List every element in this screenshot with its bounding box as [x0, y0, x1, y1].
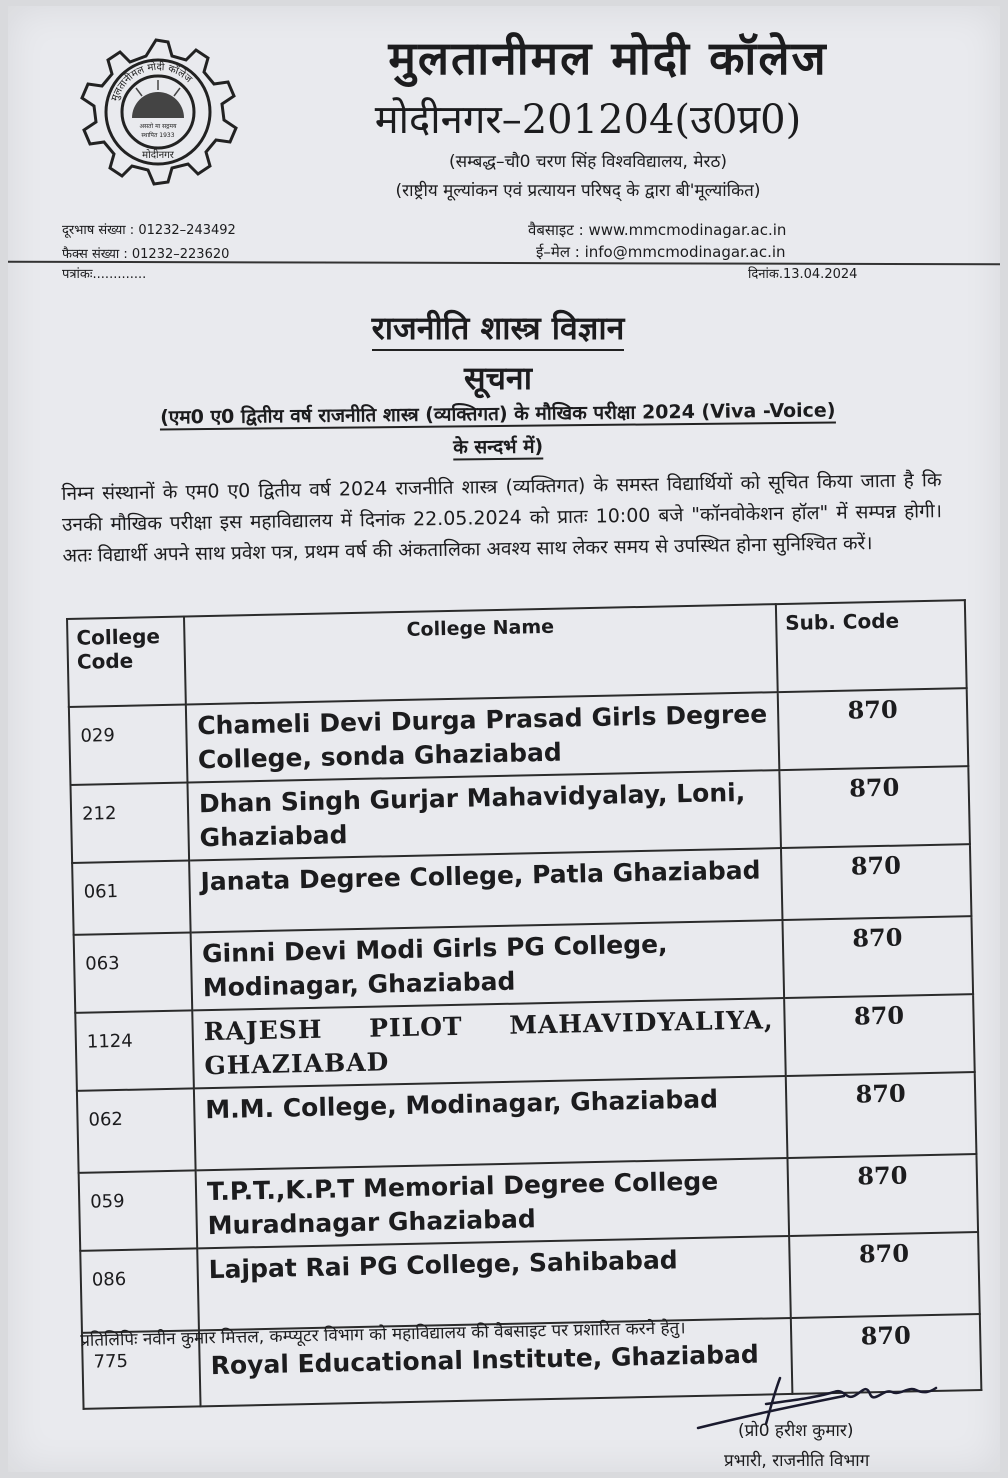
- logo-top-text: मुलतानीमल मोदी कॉलेज: [109, 61, 194, 103]
- logo-bottom-text: मोदीनगर: [142, 150, 174, 161]
- college-table: [66, 599, 982, 1410]
- subject-line-1: (एम0 ए0 द्वितीय वर्ष राजनीति शास्त्र (व्यक्तिगत) के मौखिक परीक्षा 2024 (Viva -Voice): [160, 399, 836, 429]
- college-code: 775: [82, 1330, 201, 1408]
- affiliation: (सम्बद्ध–चौ0 चरण सिंह विश्वविद्यालय, मेरठ): [449, 152, 727, 172]
- college-name-cell: RAJESH PILOT MAHAVIDYALIYA, GHAZIABAD: [192, 998, 786, 1088]
- college-code: 029: [69, 705, 188, 785]
- college-code: 1124: [75, 1010, 194, 1090]
- department-title-text: राजनीति शास्त्र विज्ञान: [372, 309, 625, 351]
- sub-code: 870: [782, 916, 973, 998]
- header-college-code: College Code: [67, 617, 186, 707]
- notice-page: [8, 6, 1000, 1472]
- college-name-cell: Ginni Devi Modi Girls PG College, Modinagar, Ghaziabad: [191, 920, 785, 1010]
- subject-line-2: के सन्दर्भ में): [453, 435, 544, 459]
- department-title: [308, 306, 688, 349]
- college-code: 062: [77, 1088, 196, 1172]
- signer-name: (प्रो0 हरीश कुमार): [738, 1421, 854, 1441]
- sub-code: 870: [786, 1072, 977, 1158]
- college-code: 086: [80, 1248, 199, 1332]
- college-name-cell: Royal Educational Institute, Ghaziabad: [199, 1318, 792, 1406]
- notice-heading: सूचना: [463, 359, 532, 397]
- sub-code: 870: [778, 688, 969, 770]
- header-sub-code: Sub. Code: [776, 600, 967, 692]
- email: ई–मेल : info@mmcmodinagar.ac.in: [536, 243, 786, 261]
- college-name-cell: Chameli Devi Durga Prasad Girls Degree College, sonda Ghaziabad: [186, 692, 780, 782]
- college-logo-icon: [66, 34, 246, 194]
- college-city: मोदीनगर–201204(उ0प्र0): [374, 97, 802, 143]
- signer-role: प्रभारी, राजनीति विभाग: [724, 1451, 870, 1471]
- college-code: 063: [74, 932, 193, 1012]
- letter-number: पत्रांकः.............: [62, 267, 147, 282]
- sub-code: 870: [787, 1154, 978, 1236]
- fax-number: फैक्स संख्या : 01232–223620: [62, 247, 230, 262]
- accreditation: (राष्ट्रीय मूल्यांकन एवं प्रत्यायन परिषद् के द्वारा बी'मूल्यांकित): [395, 181, 761, 201]
- college-name-cell: Lajpat Rai PG College, Sahibabad: [197, 1236, 791, 1330]
- copy-to-note: प्रतिलिपिः नवीन कुमार मित्तल, कम्प्यूटर विभाग को महाविद्यालय की वैबसाइट पर प्रशारित करने हेतु।: [80, 1318, 686, 1351]
- notice-subject: [68, 393, 929, 468]
- sub-code: 870: [784, 994, 975, 1076]
- phone-number: दूरभाष संख्या : 01232–243492: [62, 223, 236, 238]
- website: वैबसाइट : www.mmcmodinagar.ac.in: [528, 221, 787, 239]
- college-name-cell: M.M. College, Modinagar, Ghaziabad: [194, 1076, 788, 1170]
- notice-body: निम्न संस्थानों के एम0 ए0 द्वितीय वर्ष 2024 राजनीति शास्त्र (व्यक्तिगत) के समस्त विद्यार्थियों को सूचित किया जाता है कि उनकी मौखिक परीक्षा इस महाविद्यालय में दिनांक 22.05.2024 को प्रातः 10:00 बजे "कॉनवोकेशन हॉल" में सम्पन्न होगी। अतः विद्यार्थी अपने साथ प्रवेश पत्र, प्रथम वर्ष की अंकतालिका अवश्य साथ लेकर समय से उपस्थित होना सुनिश्चित करें।: [61, 469, 943, 567]
- college-name-cell: Janata Degree College, Patla Ghaziabad: [189, 848, 782, 932]
- sub-code: 870: [789, 1232, 980, 1318]
- college-code: 061: [72, 860, 190, 934]
- college-name-cell: T.P.T.,K.P.T Memorial Degree College Muradnagar Ghaziabad: [196, 1158, 790, 1248]
- college-name-cell: Dhan Singh Gurjar Mahavidyalay, Loni, Ghaziabad: [187, 770, 781, 860]
- college-name: मुलतानीमल मोदी कॉलेज: [388, 31, 828, 85]
- logo-motto: असतो मा सद्गमय: [139, 123, 177, 130]
- header-college-name: College Name: [184, 604, 778, 704]
- logo-established: स्थापित 1933: [141, 132, 175, 139]
- college-code: 212: [70, 782, 189, 862]
- sub-code: 870: [791, 1314, 982, 1394]
- letter-date: दिनांक.13.04.2024: [748, 267, 858, 282]
- sub-code: 870: [779, 766, 970, 848]
- sub-code: 870: [781, 844, 971, 920]
- college-code: 059: [79, 1170, 198, 1250]
